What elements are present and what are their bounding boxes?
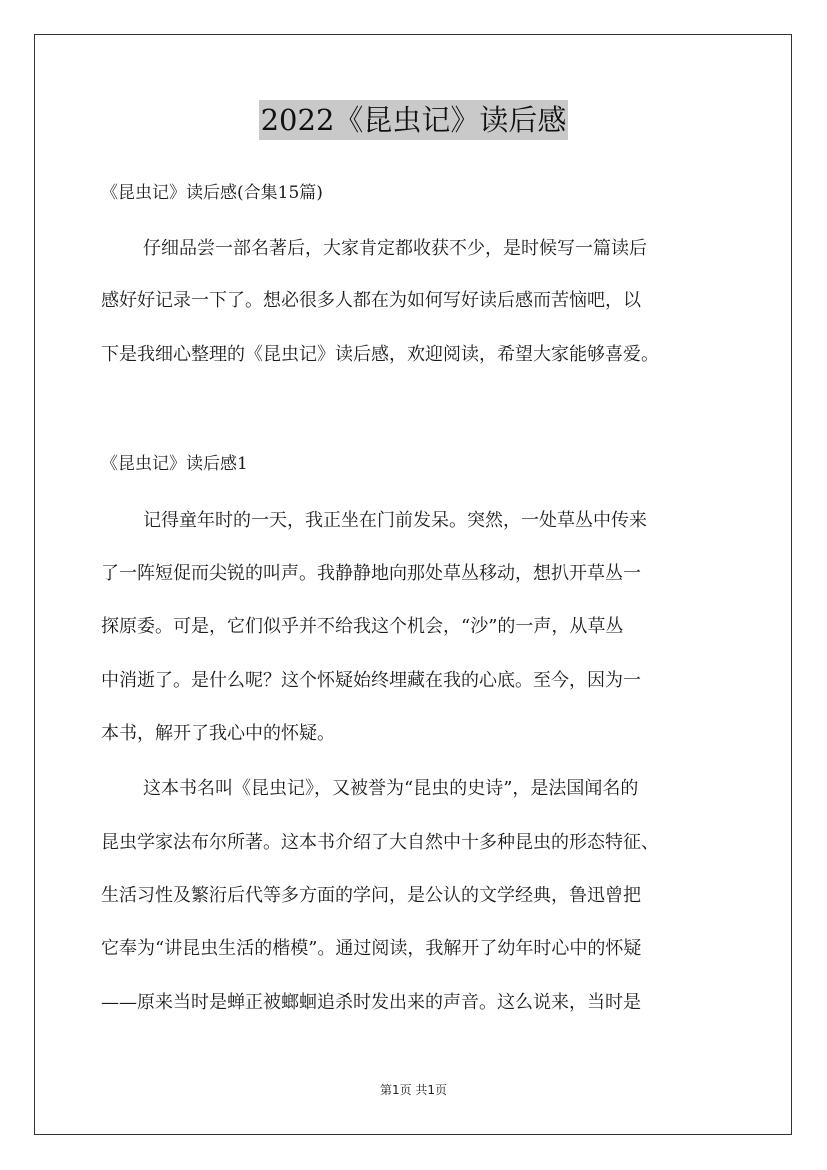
paragraph-line: 这本书名叫《昆虫记》，又被誉为“昆虫的史诗”，是法国闻名的 xyxy=(143,778,639,799)
page-footer: 第1页 共1页 xyxy=(379,1083,448,1097)
intro-line: 下是我细心整理的《昆虫记》读后感，欢迎阅读，希望大家能够喜爱。 xyxy=(101,344,659,365)
collection-heading: 《昆虫记》读后感(合集15篇) xyxy=(101,183,323,203)
title-container xyxy=(0,100,827,140)
paragraph-line: 它奉为“讲昆虫生活的楷模”。通过阅读，我解开了幼年时心中的怀疑 xyxy=(101,938,642,959)
paragraph-line: 了一阵短促而尖锐的叫声。我静静地向那处草丛移动，想扒开草丛一 xyxy=(101,563,641,584)
paragraph-line: 记得童年时的一天，我正坐在门前发呆。突然，一处草丛中传来 xyxy=(143,510,647,531)
paragraph-line: 中消逝了。是什么呢？这个怀疑始终埋藏在我的心底。至今，因为一 xyxy=(101,670,641,691)
paragraph-line: ——原来当时是蝉正被螂蛔追杀时发出来的声音。这么说来，当时是 xyxy=(101,992,641,1013)
document-title: 2022《昆虫记》读后感 xyxy=(259,100,569,140)
paragraph-line: 生活习性及繁洐后代等多方面的学问，是公认的文学经典，鲁迅曾把 xyxy=(101,885,641,906)
intro-line: 仔细品尝一部名著后，大家肯定都收获不少，是时候写一篇读后 xyxy=(143,238,647,259)
section-heading: 《昆虫记》读后感1 xyxy=(101,454,248,474)
paragraph-line: 昆虫学家法布尔所著。这本书介绍了大自然中十多种昆虫的形态特征、 xyxy=(101,832,659,853)
intro-line: 感好好记录一下了。想必很多人都在为如何写好读后感而苦恼吧，以 xyxy=(101,290,641,311)
paragraph-line: 探原委。可是，它们似乎并不给我这个机会，“沙”的一声，从草丛 xyxy=(101,616,624,637)
paragraph-line: 本书，解开了我心中的怀疑。 xyxy=(101,723,335,744)
